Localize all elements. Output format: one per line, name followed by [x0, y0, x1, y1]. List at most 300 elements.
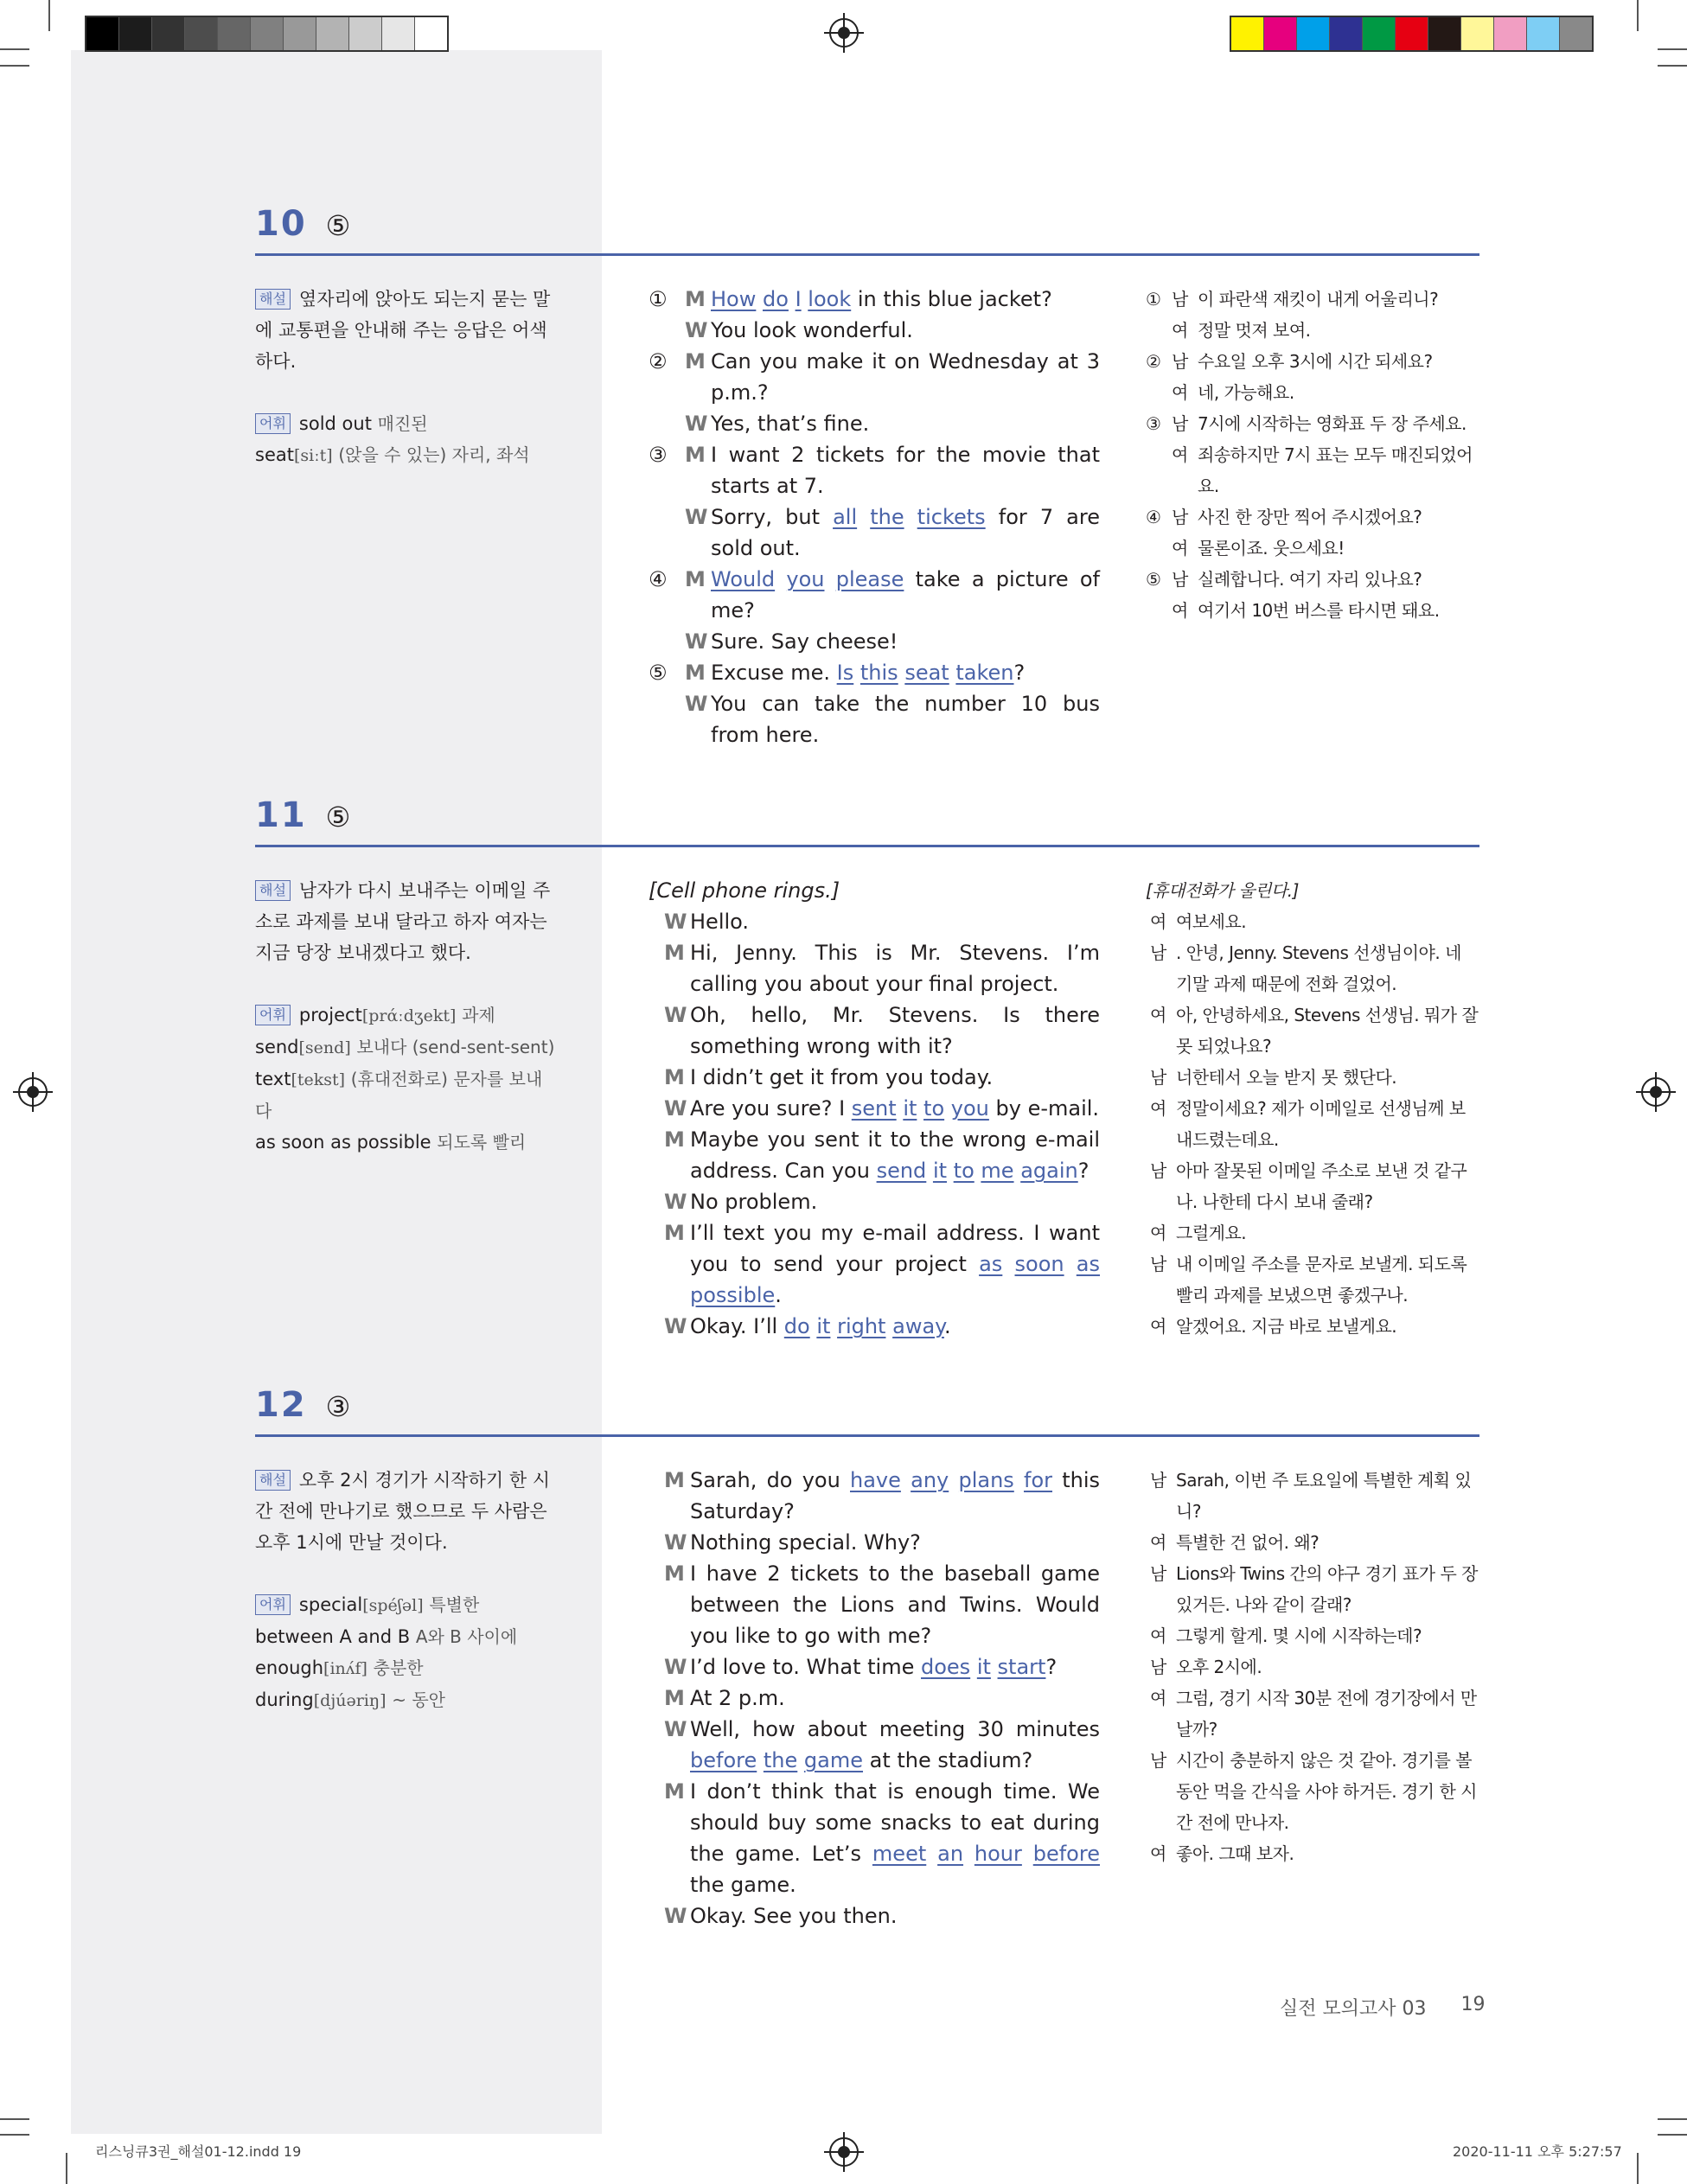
choice-number: ②	[649, 349, 668, 374]
speaker-label: M	[685, 349, 706, 374]
translation-line	[1146, 315, 1480, 346]
explanation-tag: 해설	[255, 880, 291, 901]
dialogue-text	[711, 626, 1100, 657]
key-phrase: it	[903, 1096, 917, 1121]
vocab-meaning: 특별한	[429, 1594, 480, 1615]
color-swatch	[218, 17, 251, 50]
text-segment: at the stadium?	[863, 1748, 1033, 1772]
translation-line	[1146, 1620, 1480, 1651]
speaker-label: 여	[1150, 1625, 1166, 1646]
text-segment: Oh, hello, Mr. Stevens. Is there something wrong with it?	[690, 1003, 1100, 1058]
key-phrase: for	[1024, 1468, 1052, 1492]
vocab-item	[255, 408, 558, 439]
section-divider	[255, 845, 1479, 847]
key-phrase: meet	[872, 1842, 927, 1866]
speaker-label: M	[664, 1468, 685, 1492]
vocab-word: project	[298, 1005, 362, 1025]
english-dialogue	[649, 284, 1100, 750]
spacer	[255, 1558, 558, 1589]
text-segment: in this blue jacket?	[851, 287, 1052, 311]
vocab-tag: 어휘	[255, 413, 291, 434]
key-phrase: taken	[955, 661, 1014, 685]
translation-line	[1146, 1683, 1480, 1745]
vocab-meaning: (앉을 수 있는) 자리, 좌석	[338, 444, 530, 465]
dialogue-line	[649, 1527, 1100, 1558]
text-segment: ?	[1077, 1159, 1090, 1183]
vocab-meaning: 매진된	[377, 413, 428, 434]
dialogue-line	[649, 1776, 1100, 1900]
vocab-pronunciation: [prάːdʒekt]	[361, 1006, 457, 1025]
dialogue-text	[690, 1651, 1100, 1683]
vocab-item	[255, 999, 558, 1031]
vocab-meaning: A와 B 사이에	[415, 1626, 518, 1647]
vocab-item	[255, 1127, 558, 1158]
key-phrase: game	[803, 1748, 864, 1772]
dialogue-text	[690, 1062, 1100, 1093]
vocab-word: as soon as possible	[255, 1132, 431, 1153]
color-swatch	[1363, 17, 1396, 50]
registration-mark-top	[829, 18, 859, 48]
question-number: 10	[255, 204, 307, 244]
text-segment	[1002, 1252, 1014, 1276]
speaker-label: M	[664, 1221, 685, 1245]
speaker-label: W	[685, 505, 708, 529]
speaker-label: 여	[1172, 538, 1188, 559]
key-phrase: any	[911, 1468, 949, 1492]
dialogue-line	[649, 999, 1100, 1062]
choice-number: ④	[1146, 507, 1161, 527]
text-segment	[824, 567, 835, 591]
text-segment	[756, 287, 763, 311]
text-segment: You can take the number 10 bus from here.	[711, 692, 1100, 747]
dialogue-text	[690, 1776, 1100, 1900]
translation-line	[1146, 1093, 1480, 1155]
dialogue-line	[649, 1217, 1100, 1311]
text-segment	[901, 1468, 911, 1492]
choice-number: ①	[649, 287, 668, 311]
dialogue-text	[711, 657, 1100, 688]
translation-text: . 안녕, Jenny. Stevens 선생님이야. 네 기말 과제 때문에 전화 걸었어.	[1176, 942, 1461, 994]
dialogue-line	[649, 1683, 1100, 1714]
question-number: 11	[255, 795, 307, 835]
dialogue-text	[690, 1714, 1100, 1776]
key-phrase: this	[859, 661, 898, 685]
translation-line	[1146, 346, 1480, 377]
dialogue-line	[649, 1651, 1100, 1683]
speaker-label: M	[664, 941, 685, 965]
speaker-label: 남	[1172, 507, 1188, 527]
color-swatch	[1396, 17, 1428, 50]
crop-mark	[0, 65, 29, 67]
answer-choice: ③	[325, 1390, 351, 1423]
translation-line	[1146, 1527, 1480, 1558]
process-color-bar	[1230, 16, 1594, 52]
dialogue-line	[649, 501, 1100, 564]
text-segment	[949, 1468, 958, 1492]
color-swatch	[349, 17, 382, 50]
speaker-label: W	[664, 1904, 687, 1928]
translation-line	[1146, 999, 1480, 1062]
registration-mark-right	[1641, 1077, 1671, 1107]
translation-text: 알겠어요. 지금 바로 보낼게요.	[1176, 1316, 1397, 1337]
book-title: 실전 모의고사 03	[1280, 1998, 1427, 2020]
translation-text: 사진 한 장만 찍어 주시겠어요?	[1198, 507, 1422, 527]
page-number: 19	[1460, 1994, 1486, 2015]
speaker-label: 남	[1150, 1657, 1166, 1677]
text-segment	[775, 567, 786, 591]
speaker-label: M	[685, 567, 706, 591]
dialogue-text	[690, 1558, 1100, 1651]
speaker-label: 남	[1150, 1254, 1166, 1274]
dialogue-line	[649, 408, 1100, 439]
dialogue-text	[690, 1186, 1100, 1217]
key-phrase: it	[816, 1314, 831, 1338]
translation-line	[1146, 564, 1480, 595]
korean-translation	[1146, 284, 1480, 626]
key-phrase: have	[850, 1468, 901, 1492]
dialogue-text	[690, 906, 1100, 937]
vocab-item	[255, 1652, 558, 1684]
crop-mark	[48, 0, 50, 31]
vocab-word: send	[255, 1037, 299, 1057]
text-segment	[853, 661, 860, 685]
text-segment: Maybe you sent it to the wrong e-mail address. Can you	[690, 1127, 1100, 1183]
question-heading	[255, 795, 350, 835]
translation-line	[1146, 906, 1480, 937]
text-segment	[944, 1096, 951, 1121]
dialogue-text	[690, 1465, 1100, 1527]
color-swatch	[1560, 17, 1592, 50]
translation-text: 실례합니다. 여기 자리 있나요?	[1198, 569, 1422, 590]
translation-stage-direction: [휴대전화가 울린다.]	[1146, 880, 1299, 901]
translation-line	[1146, 501, 1480, 533]
translation-text: Lions와 Twins 간의 야구 경기 표가 두 장 있거든. 나와 같이 갈래?	[1176, 1563, 1478, 1615]
translation-text: 너한테서 오늘 받지 못 했단다.	[1176, 1067, 1397, 1088]
stage-direction: [Cell phone rings.]	[649, 878, 840, 903]
registration-mark-left	[18, 1077, 48, 1107]
vocab-word: between A and B	[255, 1626, 411, 1647]
translation-line	[1146, 1745, 1480, 1838]
dialogue-text	[711, 315, 1100, 346]
dialogue-line	[649, 346, 1100, 408]
dialogue-text	[690, 1683, 1100, 1714]
answer-choice: ⑤	[325, 801, 351, 833]
color-swatch	[415, 17, 447, 50]
vocab-item	[255, 1589, 558, 1621]
korean-translation	[1146, 875, 1480, 1342]
translation-line	[1146, 284, 1480, 315]
translation-text: 7시에 시작하는 영화표 두 장 주세요.	[1198, 413, 1467, 434]
vocab-pronunciation: [spéʃəl]	[362, 1596, 424, 1615]
dialogue-line	[649, 1465, 1100, 1527]
dialogue-line	[649, 688, 1100, 750]
vocab-pronunciation: [inʌ́f]	[323, 1659, 367, 1678]
translation-text: 시간이 충분하지 않은 것 같아. 경기를 볼 동안 먹을 간식을 사야 하거든. 경기 한 시간 전에 만나자.	[1176, 1750, 1477, 1833]
crop-mark	[0, 2118, 29, 2120]
key-phrase: do	[763, 287, 789, 311]
crop-mark	[1658, 48, 1687, 50]
key-phrase: it	[976, 1655, 991, 1679]
speaker-label: 여	[1150, 1316, 1166, 1337]
dialogue-line	[649, 1714, 1100, 1776]
key-phrase: plans	[958, 1468, 1014, 1492]
speaker-label: M	[685, 287, 706, 311]
color-swatch	[152, 17, 185, 50]
text-segment: At 2 p.m.	[690, 1686, 785, 1710]
color-swatch	[1494, 17, 1527, 50]
vocab-word: enough	[255, 1657, 324, 1678]
translation-line	[1146, 1558, 1480, 1620]
dialogue-text	[690, 1527, 1100, 1558]
vocab-meaning: 보내다 (send-sent-sent)	[356, 1037, 555, 1057]
translation-text: 아마 잘못된 이메일 주소로 보낸 것 같구나. 나한테 다시 보내 줄래?	[1176, 1160, 1467, 1212]
english-dialogue	[649, 875, 1100, 1342]
translation-text: 좋아. 그때 보자.	[1176, 1843, 1294, 1864]
crop-mark	[0, 2134, 29, 2136]
dialogue-text	[690, 1900, 1100, 1932]
translation-text: 여기서 10번 버스를 타시면 돼요.	[1198, 600, 1440, 621]
speaker-label: M	[664, 1561, 685, 1586]
choice-number: ④	[649, 567, 668, 591]
speaker-label: 여	[1150, 1005, 1166, 1025]
key-phrase: Would	[711, 567, 776, 591]
vocab-meaning: 과제	[462, 1005, 495, 1025]
text-segment: Excuse me.	[711, 661, 837, 685]
color-swatch	[251, 17, 284, 50]
crop-mark	[1637, 0, 1639, 31]
speaker-label: W	[664, 910, 687, 934]
text-segment: the game.	[690, 1873, 796, 1897]
key-phrase: it	[932, 1159, 948, 1183]
speaker-label: W	[664, 1530, 687, 1555]
text-segment: Nothing special. Why?	[690, 1530, 921, 1555]
vocab-word: sold out	[298, 413, 372, 434]
vocab-pronunciation: [djúəriŋ]	[313, 1691, 387, 1710]
dialogue-line	[649, 937, 1100, 999]
dialogue-line	[649, 1186, 1100, 1217]
crop-mark	[1658, 2118, 1687, 2120]
spacer	[255, 968, 558, 999]
translation-line	[1146, 439, 1480, 501]
dialogue-text	[690, 1093, 1100, 1124]
translation-line	[1146, 1465, 1480, 1527]
speaker-label: 남	[1150, 1563, 1166, 1584]
korean-translation	[1146, 1465, 1480, 1869]
dialogue-line	[649, 315, 1100, 346]
speaker-label: W	[685, 412, 708, 436]
text-segment: Sarah, do you	[690, 1468, 850, 1492]
dialogue-text	[690, 1124, 1100, 1186]
translation-line	[1146, 595, 1480, 626]
text-segment	[885, 1314, 892, 1338]
explanation-body: 남자가 다시 보내주는 이메일 주소로 과제를 보내 달라고 하자 여자는 지금 당장 보내겠다고 했다.	[255, 880, 551, 963]
vocab-meaning: 충분한	[373, 1657, 424, 1678]
key-phrase: me	[981, 1159, 1014, 1183]
speaker-label: M	[685, 443, 706, 467]
dialogue-text	[711, 501, 1100, 564]
translation-line	[1146, 408, 1480, 439]
speaker-label: 남	[1150, 1750, 1166, 1771]
vocab-word: during	[255, 1689, 314, 1710]
text-segment	[926, 1842, 937, 1866]
text-segment	[789, 287, 796, 311]
key-phrase: seat	[904, 661, 949, 685]
speaker-label: W	[664, 1003, 687, 1027]
key-phrase: you	[786, 567, 825, 591]
speaker-label: 여	[1150, 1098, 1166, 1119]
key-phrase: all	[833, 505, 858, 529]
speaker-label: W	[685, 692, 708, 716]
vocab-pronunciation: [tekst]	[291, 1070, 346, 1089]
color-swatch	[86, 17, 119, 50]
translation-text: 내 이메일 주소를 문자로 보낼게. 되도록 빨리 과제를 보냈으면 좋겠구나.	[1176, 1254, 1467, 1306]
choice-number: ①	[1146, 289, 1161, 310]
dialogue-text	[690, 937, 1100, 999]
vocab-item	[255, 439, 558, 471]
dialogue-text	[690, 1217, 1100, 1311]
text-segment	[926, 1159, 933, 1183]
key-phrase: an	[937, 1842, 964, 1866]
key-phrase: sent	[851, 1096, 897, 1121]
speaker-label: M	[685, 661, 706, 685]
text-segment: Well, how about meeting 30 minutes	[690, 1717, 1100, 1741]
vocab-tag: 어휘	[255, 1005, 291, 1025]
color-swatch	[382, 17, 415, 50]
section-divider	[255, 253, 1479, 256]
speaker-label: M	[664, 1065, 685, 1089]
text-segment	[1022, 1842, 1033, 1866]
text-segment: Are you sure? I	[690, 1096, 852, 1121]
speaker-label: W	[664, 1655, 687, 1679]
text-segment	[797, 1748, 804, 1772]
speaker-label: 여	[1172, 444, 1188, 465]
speaker-label: M	[664, 1686, 685, 1710]
choice-number: ③	[649, 443, 668, 467]
vocab-item	[255, 1031, 558, 1063]
text-segment: I want 2 tickets for the movie that starts at 7.	[711, 443, 1100, 498]
grayscale-color-bar	[85, 16, 449, 52]
text-segment: ?	[1013, 661, 1026, 685]
text-segment	[947, 1159, 954, 1183]
text-segment: You look wonderful.	[711, 318, 913, 342]
speaker-label: W	[664, 1717, 687, 1741]
explanation-block	[255, 875, 558, 1158]
color-swatch	[185, 17, 218, 50]
vocab-word: text	[255, 1069, 291, 1089]
crop-mark	[66, 2153, 67, 2184]
crop-mark	[0, 48, 29, 50]
color-swatch	[1264, 17, 1297, 50]
spacer	[255, 377, 558, 408]
dialogue-text	[711, 564, 1100, 626]
text-segment: I’d love to. What time	[690, 1655, 921, 1679]
translation-text: 정말이세요? 제가 이메일로 선생님께 보내드렸는데요.	[1176, 1098, 1466, 1150]
key-phrase: does	[921, 1655, 971, 1679]
print-slug-date: 2020-11-11 오후 5:27:57	[1453, 2143, 1622, 2160]
text-segment: .	[943, 1314, 951, 1338]
speaker-label: 남	[1172, 289, 1188, 310]
translation-text: 물론이죠. 웃으세요!	[1198, 538, 1345, 559]
key-phrase: look	[808, 287, 852, 311]
key-phrase: to	[953, 1159, 974, 1183]
english-dialogue	[649, 1465, 1100, 1932]
registration-mark-bottom	[829, 2137, 859, 2167]
key-phrase: you	[950, 1096, 989, 1121]
key-phrase: right	[837, 1314, 886, 1338]
color-swatch	[1231, 17, 1264, 50]
key-phrase: soon	[1014, 1252, 1064, 1276]
speaker-label: 남	[1172, 413, 1188, 434]
translation-line	[1146, 1217, 1480, 1248]
translation-text: 그럴게요.	[1176, 1223, 1247, 1243]
vocab-pronunciation: [send]	[298, 1038, 351, 1057]
text-segment	[963, 1842, 974, 1866]
dialogue-line	[649, 1093, 1100, 1124]
color-swatch	[1297, 17, 1330, 50]
text-segment: Okay. I’ll	[690, 1314, 784, 1338]
page-footer	[1280, 1994, 1486, 2021]
print-slug-file: 리스닝큐3권_해설01-12.indd 19	[95, 2143, 302, 2160]
color-swatch	[1428, 17, 1461, 50]
text-segment: for 7 are sold out.	[711, 505, 1100, 560]
key-phrase: please	[835, 567, 904, 591]
translation-line	[1146, 1155, 1480, 1217]
speaker-label: 여	[1150, 1223, 1166, 1243]
text-segment: Can you make it on Wednesday at 3 p.m.?	[711, 349, 1100, 405]
translation-line	[1146, 377, 1480, 408]
text-segment: Hi, Jenny. This is Mr. Stevens. I’m calling you about your final project.	[690, 941, 1100, 996]
choice-number: ⑤	[649, 661, 668, 685]
vocab-word: special	[298, 1594, 363, 1615]
explanation-block	[255, 1465, 558, 1716]
question-heading	[255, 1385, 350, 1425]
text-segment	[757, 1748, 764, 1772]
speaker-label: 여	[1150, 1843, 1166, 1864]
text-segment: I’ll text you my e-mail address. I want you to send your project	[690, 1221, 1100, 1276]
dialogue-text	[690, 1311, 1100, 1342]
key-phrase: the	[763, 1748, 798, 1772]
vocab-word: seat	[255, 444, 294, 465]
key-phrase: start	[997, 1655, 1046, 1679]
speaker-label: 남	[1150, 1470, 1166, 1491]
dialogue-line	[649, 1311, 1100, 1342]
text-segment: Sorry, but	[711, 505, 834, 529]
speaker-label: 여	[1172, 382, 1188, 403]
speaker-label: M	[664, 1127, 685, 1152]
speaker-label: M	[664, 1779, 685, 1804]
text-segment: I don’t think that is enough time. We should buy some snacks to eat during the game. Let’s	[690, 1779, 1100, 1866]
translation-text: 여보세요.	[1176, 911, 1247, 932]
translation-text: 죄송하지만 7시 표는 모두 매진되었어요.	[1198, 444, 1473, 496]
key-phrase: before	[690, 1748, 757, 1772]
translation-text: 아, 안녕하세요, Stevens 선생님. 뭐가 잘못 되었나요?	[1176, 1005, 1479, 1057]
color-swatch	[1527, 17, 1560, 50]
text-segment: Hello.	[690, 910, 750, 934]
explanation-text	[255, 1465, 558, 1558]
dialogue-text	[711, 284, 1100, 315]
text-segment	[991, 1655, 998, 1679]
key-phrase: away	[892, 1314, 944, 1338]
speaker-label: 여	[1150, 1532, 1166, 1553]
vocab-pronunciation: [siːt]	[293, 446, 333, 465]
key-phrase: Is	[836, 661, 854, 685]
key-phrase: before	[1032, 1842, 1100, 1866]
speaker-label: 여	[1172, 600, 1188, 621]
translation-line	[1146, 1062, 1480, 1093]
dialogue-text	[711, 688, 1100, 750]
dialogue-text	[711, 408, 1100, 439]
explanation-body: 옆자리에 앉아도 되는지 묻는 말에 교통편을 안내해 주는 응답은 어색하다.	[255, 289, 551, 372]
